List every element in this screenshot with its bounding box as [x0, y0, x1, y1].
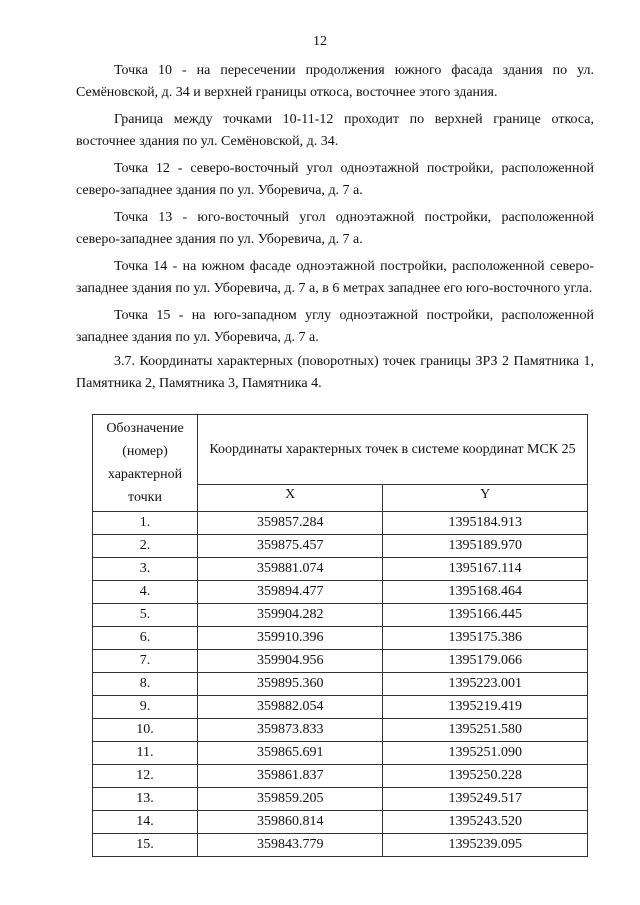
y-coordinate-cell: 1395179.066 [383, 650, 588, 673]
x-coordinate-cell: 359857.284 [198, 512, 383, 535]
coordinates-table [92, 414, 588, 857]
x-coordinate-cell: 359881.074 [198, 558, 383, 581]
y-coordinate-cell: 1395239.095 [383, 834, 588, 857]
y-coordinate-cell: 1395249.517 [383, 788, 588, 811]
point-number-cell: 15. [93, 834, 198, 857]
point-number-cell: 1. [93, 512, 198, 535]
point-number-cell: 11. [93, 742, 198, 765]
table-row [93, 650, 588, 673]
y-coordinate-cell: 1395189.970 [383, 535, 588, 558]
point-number-cell: 12. [93, 765, 198, 788]
page-number: 12 [313, 34, 327, 49]
table-row [93, 788, 588, 811]
y-coordinate-cell: 1395167.114 [383, 558, 588, 581]
header-y: Y [383, 485, 588, 512]
table-row [93, 696, 588, 719]
point-number-cell: 13. [93, 788, 198, 811]
paragraph-boundary-10-11-12: Граница между точками 10-11-12 проходит по верхней границе откоса, восточнее здания по ул. Семёновской, д. 34. [76, 112, 594, 149]
header-point-number: Обозначение (номер) характерной точки [93, 415, 198, 512]
y-coordinate-cell: 1395250.228 [383, 765, 588, 788]
point-number-cell: 2. [93, 535, 198, 558]
table-row [93, 512, 588, 535]
point-number-cell: 14. [93, 811, 198, 834]
table-row [93, 673, 588, 696]
section-heading-3-7: 3.7. Координаты характерных (поворотных) точек границы ЗРЗ 2 Памятника 1, Памятника 2, Памятника 3, Памятника 4. [76, 354, 594, 391]
x-coordinate-cell: 359873.833 [198, 719, 383, 742]
x-coordinate-cell: 359895.360 [198, 673, 383, 696]
y-coordinate-cell: 1395166.445 [383, 604, 588, 627]
paragraph-point-14: Точка 14 - на южном фасаде одноэтажной постройки, расположенной северо-западнее здания по ул. Уборевича, д. 7 а, в 6 метрах западнее его юго-восточного угла. [76, 259, 594, 296]
y-coordinate-cell: 1395243.520 [383, 811, 588, 834]
coordinates-table-body [93, 512, 588, 857]
y-coordinate-cell: 1395223.001 [383, 673, 588, 696]
table-row [93, 581, 588, 604]
y-coordinate-cell: 1395168.464 [383, 581, 588, 604]
y-coordinate-cell: 1395251.090 [383, 742, 588, 765]
document-body [76, 60, 594, 400]
y-coordinate-cell: 1395219.419 [383, 696, 588, 719]
x-coordinate-cell: 359882.054 [198, 696, 383, 719]
point-number-cell: 8. [93, 673, 198, 696]
point-number-cell: 10. [93, 719, 198, 742]
paragraph-point-13: Точка 13 - юго-восточный угол одноэтажной постройки, расположенной северо-западнее здания по ул. Уборевича, д. 7 а. [76, 210, 594, 247]
table-row [93, 719, 588, 742]
y-coordinate-cell: 1395251.580 [383, 719, 588, 742]
y-coordinate-cell: 1395175.386 [383, 627, 588, 650]
header-x: X [198, 485, 383, 512]
x-coordinate-cell: 359910.396 [198, 627, 383, 650]
table-row [93, 535, 588, 558]
x-coordinate-cell: 359865.691 [198, 742, 383, 765]
table-row [93, 627, 588, 650]
x-coordinate-cell: 359904.956 [198, 650, 383, 673]
point-number-cell: 4. [93, 581, 198, 604]
x-coordinate-cell: 359860.814 [198, 811, 383, 834]
point-number-cell: 3. [93, 558, 198, 581]
y-coordinate-cell: 1395184.913 [383, 512, 588, 535]
table-row [93, 811, 588, 834]
table-row [93, 742, 588, 765]
table-row [93, 604, 588, 627]
x-coordinate-cell: 359859.205 [198, 788, 383, 811]
table-row [93, 834, 588, 857]
table-row [93, 558, 588, 581]
header-coordinates: Координаты характерных точек в системе координат МСК 25 [198, 415, 588, 485]
x-coordinate-cell: 359875.457 [198, 535, 383, 558]
x-coordinate-cell: 359894.477 [198, 581, 383, 604]
point-number-cell: 5. [93, 604, 198, 627]
paragraph-point-10: Точка 10 - на пересечении продолжения южного фасада здания по ул. Семёновской, д. 34 и верхней границы откоса, восточнее этого здания. [76, 63, 594, 100]
point-number-cell: 9. [93, 696, 198, 719]
paragraph-point-12: Точка 12 - северо-восточный угол одноэтажной постройки, расположенной северо-западнее здания по ул. Уборевича, д. 7 а. [76, 161, 594, 198]
x-coordinate-cell: 359843.779 [198, 834, 383, 857]
x-coordinate-cell: 359861.837 [198, 765, 383, 788]
x-coordinate-cell: 359904.282 [198, 604, 383, 627]
paragraph-point-15: Точка 15 - на юго-западном углу одноэтажной постройки, расположенной западнее здания по ул. Уборевича, д. 7 а. [76, 308, 594, 345]
point-number-cell: 7. [93, 650, 198, 673]
table-row [93, 765, 588, 788]
point-number-cell: 6. [93, 627, 198, 650]
